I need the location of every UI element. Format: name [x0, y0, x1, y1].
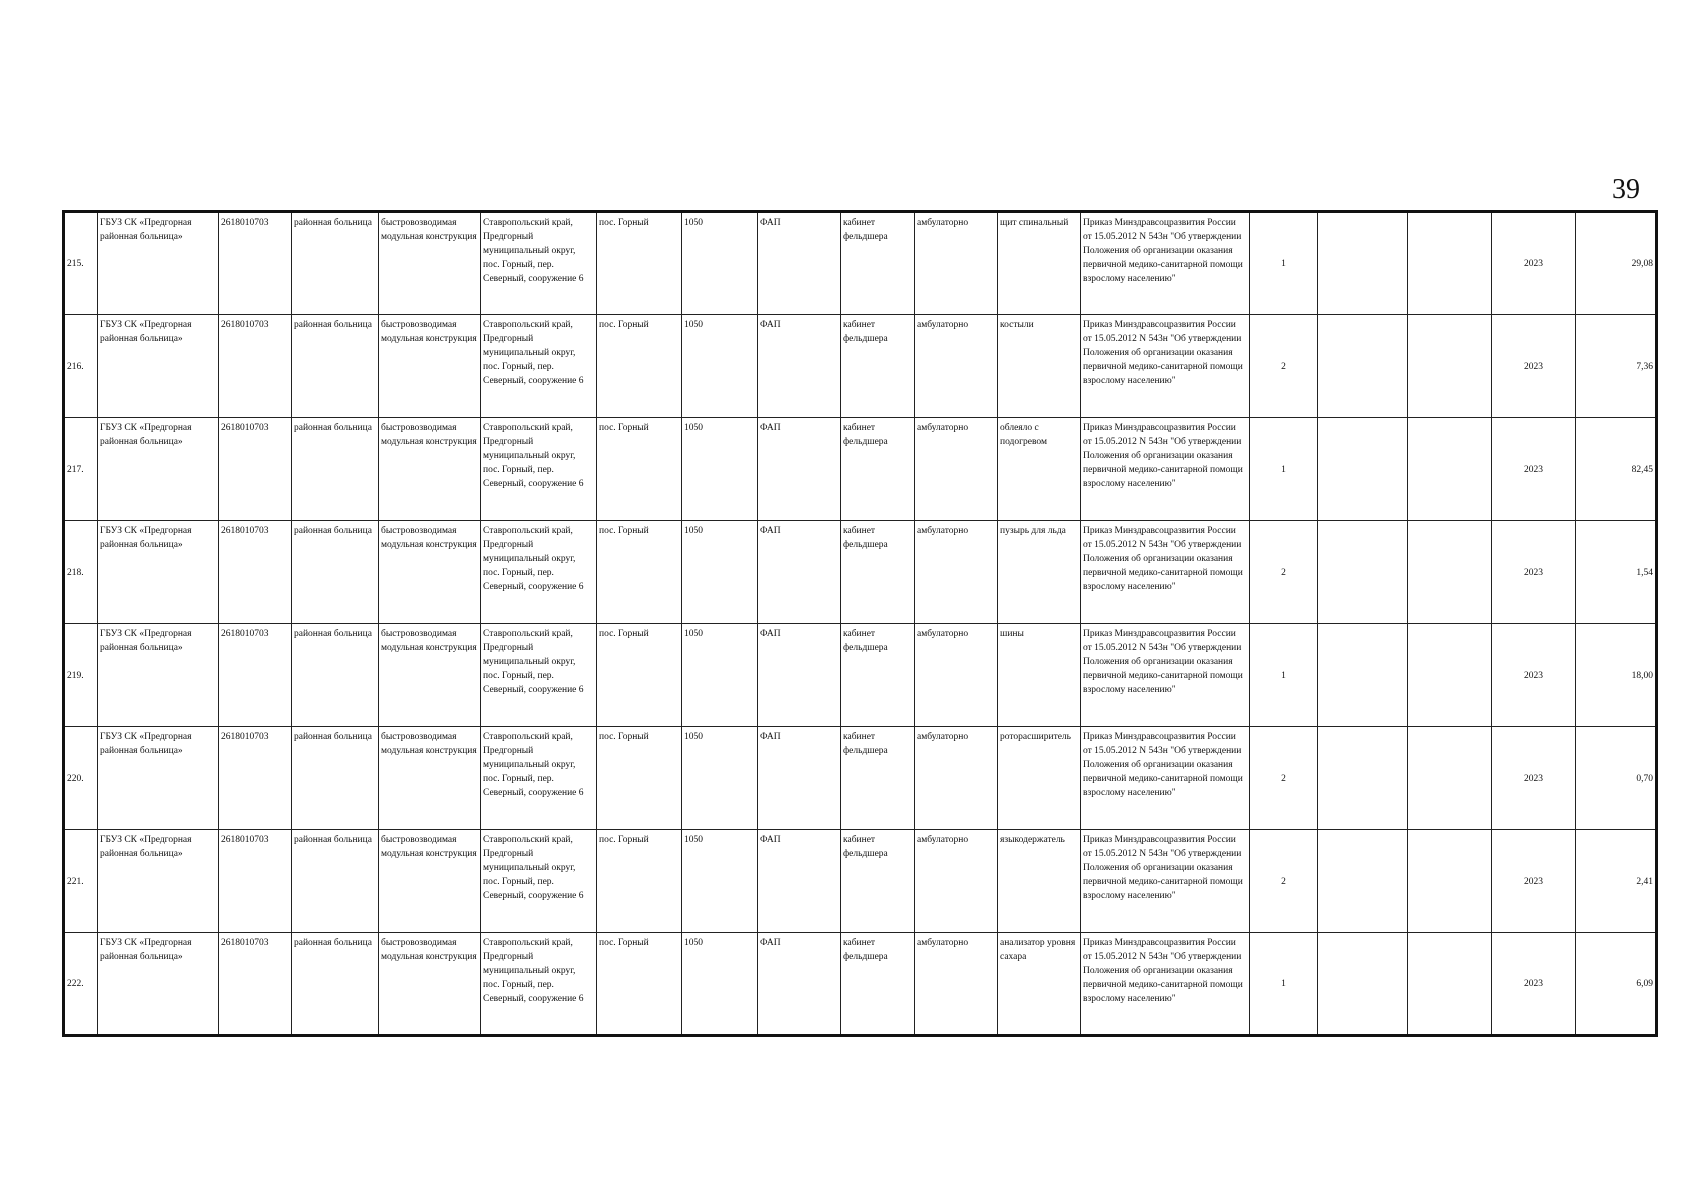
- care-mode-cell: амбулаторно: [915, 212, 998, 315]
- care-mode-cell: амбулаторно: [915, 830, 998, 933]
- room-cell: кабинет фельдшера: [841, 212, 915, 315]
- unit-cell: ФАП: [758, 212, 841, 315]
- year-cell: 2023: [1492, 212, 1576, 315]
- building-type-cell: быстровозводимая модульная конструкция: [379, 727, 481, 830]
- table-row: [64, 521, 1657, 624]
- empty-cell: [1408, 418, 1492, 521]
- population-cell: 1050: [682, 933, 758, 1036]
- code-cell: 2618010703: [219, 830, 292, 933]
- row-number-cell: 220.: [64, 727, 98, 830]
- empty-cell: [1318, 727, 1408, 830]
- table-row: [64, 830, 1657, 933]
- amount-cell: 1,54: [1576, 521, 1657, 624]
- year-cell: 2023: [1492, 521, 1576, 624]
- year-cell: 2023: [1492, 315, 1576, 418]
- organization-cell: ГБУЗ СК «Предгорная районная больница»: [98, 418, 219, 521]
- facility-type-cell: районная больница: [292, 418, 379, 521]
- organization-cell: ГБУЗ СК «Предгорная районная больница»: [98, 212, 219, 315]
- facility-type-cell: районная больница: [292, 933, 379, 1036]
- order-reference-cell: Приказ Минздравсоцразвития России от 15.05.2012 N 543н "Об утверждении Положения об организации оказания первичной медико-санитарной помощи взрослому населению": [1081, 624, 1250, 727]
- address-cell: Ставропольский край, Предгорный муниципальный округ, пос. Горный, пер. Северный, сооружение 6: [481, 727, 597, 830]
- quantity-cell: 2: [1250, 521, 1318, 624]
- row-number-cell: 222.: [64, 933, 98, 1036]
- table-row: [64, 727, 1657, 830]
- address-cell: Ставропольский край, Предгорный муниципальный округ, пос. Горный, пер. Северный, сооружение 6: [481, 315, 597, 418]
- care-mode-cell: амбулаторно: [915, 933, 998, 1036]
- unit-cell: ФАП: [758, 933, 841, 1036]
- quantity-cell: 2: [1250, 830, 1318, 933]
- equipment-cell: шины: [998, 624, 1081, 727]
- table-row: [64, 933, 1657, 1036]
- amount-cell: 0,70: [1576, 727, 1657, 830]
- table-row: [64, 418, 1657, 521]
- building-type-cell: быстровозводимая модульная конструкция: [379, 624, 481, 727]
- table-row: [64, 624, 1657, 727]
- quantity-cell: 1: [1250, 212, 1318, 315]
- year-cell: 2023: [1492, 933, 1576, 1036]
- organization-cell: ГБУЗ СК «Предгорная районная больница»: [98, 315, 219, 418]
- organization-cell: ГБУЗ СК «Предгорная районная больница»: [98, 624, 219, 727]
- order-reference-cell: Приказ Минздравсоцразвития России от 15.05.2012 N 543н "Об утверждении Положения об организации оказания первичной медико-санитарной помощи взрослому населению": [1081, 212, 1250, 315]
- empty-cell: [1318, 212, 1408, 315]
- settlement-cell: пос. Горный: [597, 315, 682, 418]
- room-cell: кабинет фельдшера: [841, 624, 915, 727]
- unit-cell: ФАП: [758, 418, 841, 521]
- amount-cell: 18,00: [1576, 624, 1657, 727]
- empty-cell: [1408, 830, 1492, 933]
- code-cell: 2618010703: [219, 521, 292, 624]
- year-cell: 2023: [1492, 830, 1576, 933]
- year-cell: 2023: [1492, 418, 1576, 521]
- facility-type-cell: районная больница: [292, 521, 379, 624]
- empty-cell: [1318, 624, 1408, 727]
- amount-cell: 7,36: [1576, 315, 1657, 418]
- organization-cell: ГБУЗ СК «Предгорная районная больница»: [98, 727, 219, 830]
- amount-cell: 6,09: [1576, 933, 1657, 1036]
- row-number-cell: 215.: [64, 212, 98, 315]
- amount-cell: 82,45: [1576, 418, 1657, 521]
- population-cell: 1050: [682, 212, 758, 315]
- row-number-cell: 218.: [64, 521, 98, 624]
- code-cell: 2618010703: [219, 315, 292, 418]
- care-mode-cell: амбулаторно: [915, 727, 998, 830]
- equipment-registry-table: [62, 210, 1658, 1037]
- code-cell: 2618010703: [219, 624, 292, 727]
- building-type-cell: быстровозводимая модульная конструкция: [379, 315, 481, 418]
- building-type-cell: быстровозводимая модульная конструкция: [379, 521, 481, 624]
- empty-cell: [1318, 315, 1408, 418]
- settlement-cell: пос. Горный: [597, 727, 682, 830]
- empty-cell: [1318, 933, 1408, 1036]
- address-cell: Ставропольский край, Предгорный муниципальный округ, пос. Горный, пер. Северный, сооружение 6: [481, 212, 597, 315]
- unit-cell: ФАП: [758, 315, 841, 418]
- year-cell: 2023: [1492, 624, 1576, 727]
- settlement-cell: пос. Горный: [597, 624, 682, 727]
- settlement-cell: пос. Горный: [597, 418, 682, 521]
- order-reference-cell: Приказ Минздравсоцразвития России от 15.05.2012 N 543н "Об утверждении Положения об организации оказания первичной медико-санитарной помощи взрослому населению": [1081, 727, 1250, 830]
- room-cell: кабинет фельдшера: [841, 418, 915, 521]
- room-cell: кабинет фельдшера: [841, 830, 915, 933]
- row-number-cell: 219.: [64, 624, 98, 727]
- year-cell: 2023: [1492, 727, 1576, 830]
- settlement-cell: пос. Горный: [597, 521, 682, 624]
- empty-cell: [1408, 212, 1492, 315]
- equipment-cell: пузырь для льда: [998, 521, 1081, 624]
- quantity-cell: 1: [1250, 418, 1318, 521]
- settlement-cell: пос. Горный: [597, 830, 682, 933]
- quantity-cell: 1: [1250, 624, 1318, 727]
- empty-cell: [1318, 418, 1408, 521]
- empty-cell: [1318, 521, 1408, 624]
- population-cell: 1050: [682, 727, 758, 830]
- table-row: [64, 212, 1657, 315]
- empty-cell: [1408, 933, 1492, 1036]
- room-cell: кабинет фельдшера: [841, 315, 915, 418]
- population-cell: 1050: [682, 418, 758, 521]
- table-row: [64, 315, 1657, 418]
- care-mode-cell: амбулаторно: [915, 315, 998, 418]
- address-cell: Ставропольский край, Предгорный муниципальный округ, пос. Горный, пер. Северный, сооружение 6: [481, 830, 597, 933]
- unit-cell: ФАП: [758, 624, 841, 727]
- empty-cell: [1408, 521, 1492, 624]
- empty-cell: [1408, 315, 1492, 418]
- empty-cell: [1318, 830, 1408, 933]
- row-number-cell: 216.: [64, 315, 98, 418]
- amount-cell: 2,41: [1576, 830, 1657, 933]
- empty-cell: [1408, 624, 1492, 727]
- unit-cell: ФАП: [758, 830, 841, 933]
- care-mode-cell: амбулаторно: [915, 521, 998, 624]
- facility-type-cell: районная больница: [292, 315, 379, 418]
- care-mode-cell: амбулаторно: [915, 624, 998, 727]
- code-cell: 2618010703: [219, 418, 292, 521]
- address-cell: Ставропольский край, Предгорный муниципальный округ, пос. Горный, пер. Северный, сооружение 6: [481, 624, 597, 727]
- building-type-cell: быстровозводимая модульная конструкция: [379, 212, 481, 315]
- population-cell: 1050: [682, 315, 758, 418]
- order-reference-cell: Приказ Минздравсоцразвития России от 15.05.2012 N 543н "Об утверждении Положения об организации оказания первичной медико-санитарной помощи взрослому населению": [1081, 933, 1250, 1036]
- order-reference-cell: Приказ Минздравсоцразвития России от 15.05.2012 N 543н "Об утверждении Положения об организации оказания первичной медико-санитарной помощи взрослому населению": [1081, 315, 1250, 418]
- settlement-cell: пос. Горный: [597, 212, 682, 315]
- organization-cell: ГБУЗ СК «Предгорная районная больница»: [98, 830, 219, 933]
- facility-type-cell: районная больница: [292, 624, 379, 727]
- order-reference-cell: Приказ Минздравсоцразвития России от 15.05.2012 N 543н "Об утверждении Положения об организации оказания первичной медико-санитарной помощи взрослому населению": [1081, 830, 1250, 933]
- address-cell: Ставропольский край, Предгорный муниципальный округ, пос. Горный, пер. Северный, сооружение 6: [481, 521, 597, 624]
- room-cell: кабинет фельдшера: [841, 727, 915, 830]
- settlement-cell: пос. Горный: [597, 933, 682, 1036]
- care-mode-cell: амбулаторно: [915, 418, 998, 521]
- amount-cell: 29,08: [1576, 212, 1657, 315]
- population-cell: 1050: [682, 830, 758, 933]
- facility-type-cell: районная больница: [292, 830, 379, 933]
- page-number: 39: [1612, 174, 1640, 205]
- facility-type-cell: районная больница: [292, 727, 379, 830]
- equipment-cell: языкодержатель: [998, 830, 1081, 933]
- equipment-cell: костыли: [998, 315, 1081, 418]
- code-cell: 2618010703: [219, 212, 292, 315]
- room-cell: кабинет фельдшера: [841, 933, 915, 1036]
- code-cell: 2618010703: [219, 727, 292, 830]
- population-cell: 1050: [682, 521, 758, 624]
- code-cell: 2618010703: [219, 933, 292, 1036]
- population-cell: 1050: [682, 624, 758, 727]
- facility-type-cell: районная больница: [292, 212, 379, 315]
- building-type-cell: быстровозводимая модульная конструкция: [379, 933, 481, 1036]
- equipment-cell: щит спинальный: [998, 212, 1081, 315]
- equipment-cell: анализатор уровня сахара: [998, 933, 1081, 1036]
- building-type-cell: быстровозводимая модульная конструкция: [379, 418, 481, 521]
- organization-cell: ГБУЗ СК «Предгорная районная больница»: [98, 521, 219, 624]
- equipment-cell: роторасширитель: [998, 727, 1081, 830]
- quantity-cell: 1: [1250, 933, 1318, 1036]
- empty-cell: [1408, 727, 1492, 830]
- order-reference-cell: Приказ Минздравсоцразвития России от 15.05.2012 N 543н "Об утверждении Положения об организации оказания первичной медико-санитарной помощи взрослому населению": [1081, 521, 1250, 624]
- address-cell: Ставропольский край, Предгорный муниципальный округ, пос. Горный, пер. Северный, сооружение 6: [481, 418, 597, 521]
- quantity-cell: 2: [1250, 315, 1318, 418]
- unit-cell: ФАП: [758, 727, 841, 830]
- room-cell: кабинет фельдшера: [841, 521, 915, 624]
- unit-cell: ФАП: [758, 521, 841, 624]
- row-number-cell: 217.: [64, 418, 98, 521]
- equipment-cell: облеяло с подогревом: [998, 418, 1081, 521]
- organization-cell: ГБУЗ СК «Предгорная районная больница»: [98, 933, 219, 1036]
- row-number-cell: 221.: [64, 830, 98, 933]
- address-cell: Ставропольский край, Предгорный муниципальный округ, пос. Горный, пер. Северный, сооружение 6: [481, 933, 597, 1036]
- building-type-cell: быстровозводимая модульная конструкция: [379, 830, 481, 933]
- quantity-cell: 2: [1250, 727, 1318, 830]
- order-reference-cell: Приказ Минздравсоцразвития России от 15.05.2012 N 543н "Об утверждении Положения об организации оказания первичной медико-санитарной помощи взрослому населению": [1081, 418, 1250, 521]
